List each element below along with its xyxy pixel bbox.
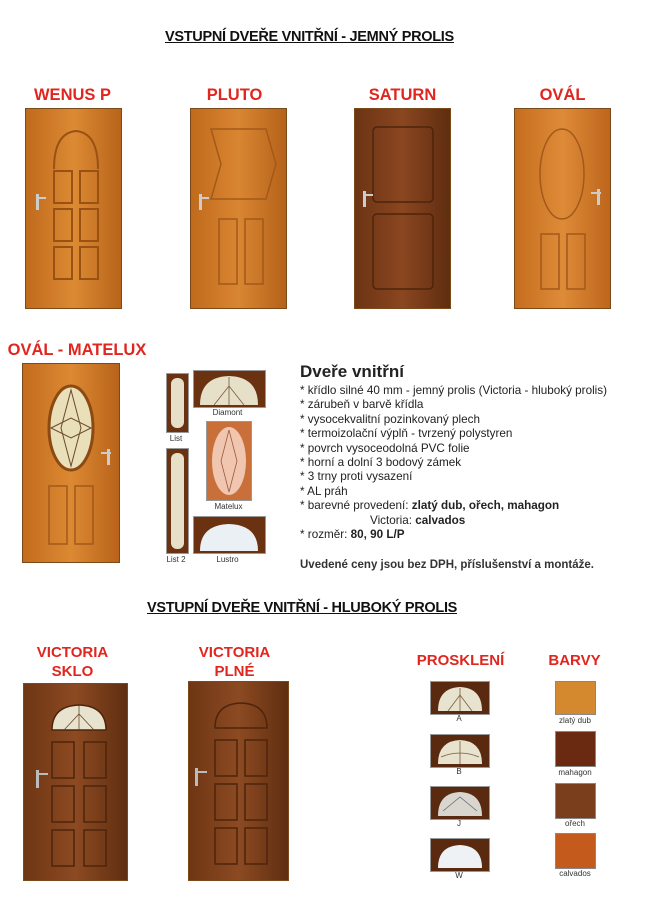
door-wenus-p-image [25,108,122,309]
info-item: * 3 trny proti vysazení [300,470,413,484]
info-title: Dveře vnitřní [300,362,404,381]
glass-matelux-label: Matelux [214,502,243,511]
door-name-oval-matelux: OVÁL - MATELUX [7,341,147,359]
info-item: * termoizolační výplň - tvrzený polystyren [300,427,513,441]
door-name-victoria-sklo [20,643,125,681]
door-name-oval: OVÁL [539,86,586,104]
info-size-row [300,528,607,542]
info-item: * AL práh [300,484,348,498]
glass-diamont-thumb [193,370,266,408]
color-swatch-calvados [555,833,596,869]
glazing-b-label: B [456,767,462,776]
section-title-fine-embossing: VSTUPNÍ DVEŘE VNITŘNÍ - JEMNÝ PROLIS [165,29,454,45]
color-swatch-mahogany [555,731,596,767]
color-label-golden-oak: zlatý dub [558,716,592,725]
color-swatch-golden-oak [555,681,596,715]
info-victoria-row [300,514,607,528]
info-colors-row [300,499,607,513]
info-victoria-value: calvados [415,513,466,527]
glass-matelux-thumb [206,421,252,501]
info-size-value: 80, 90 L/P [350,528,405,542]
info-list [300,384,607,542]
glazing-title: PROSKLENÍ [416,652,505,669]
glass-list-label: List [169,434,183,443]
door-saturn-image [354,108,451,309]
price-note: Uvedené ceny jsou bez DPH, příslušenství a montáže. [300,559,594,571]
door-oval-matelux-image [22,363,120,563]
glazing-w-thumb [430,838,490,872]
glazing-a-label: A [456,714,462,723]
info-colors-label: * barevné provedení: [300,499,409,513]
colors-title: BARVY [548,652,601,669]
door-victoria-plne-image [188,681,289,881]
glazing-a-thumb [430,681,490,715]
door-oval-image [514,108,611,309]
glazing-j-thumb [430,786,490,820]
door-name-line: VICTORIA [198,644,271,661]
info-colors-value: zlatý dub, ořech, mahagon [411,499,560,513]
glazing-w-label: W [455,871,463,880]
glazing-b-thumb [430,734,490,768]
door-name-saturn: SATURN [368,86,437,104]
color-swatch-walnut [555,783,596,819]
door-name-line: SKLO [51,663,94,680]
color-label-mahogany: mahagon [558,768,592,777]
glass-list2-thumb [166,448,189,554]
door-name-victoria-plne [182,643,287,681]
color-label-calvados: calvados [559,869,591,878]
door-name-wenus-p: WENUS P [33,86,111,104]
info-victoria-label: Victoria: [370,513,413,527]
info-item: * horní a dolní 3 bodový zámek [300,456,462,470]
info-item: * vysocekvalitní pozinkovaný plech [300,412,480,426]
glass-lustro-label: Lustro [216,555,239,564]
glass-lustro-thumb [193,516,266,554]
door-name-pluto: PLUTO [206,86,263,104]
door-pluto-image [190,108,287,309]
door-name-line: PLNÉ [214,663,255,680]
info-item: * povrch vysoceodolná PVC folie [300,441,470,455]
info-item: * křídlo silné 40 mm - jemný prolis (Victoria - hluboký prolis) [300,384,608,397]
section-title-deep-embossing: VSTUPNÍ DVEŘE VNITŘNÍ - HLUBOKÝ PROLIS [147,600,458,616]
color-label-walnut: ořech [564,819,585,828]
glass-diamont-label: Diamont [212,408,243,417]
glass-list-thumb [166,373,189,433]
glass-list2-label: List 2 [166,555,186,564]
glazing-j-label: J [457,819,461,828]
door-name-line: VICTORIA [36,644,109,661]
info-size-label: * rozměr: [300,528,348,542]
info-item: * zárubeň v barvě křídla [300,398,424,412]
door-victoria-sklo-image [23,683,128,881]
